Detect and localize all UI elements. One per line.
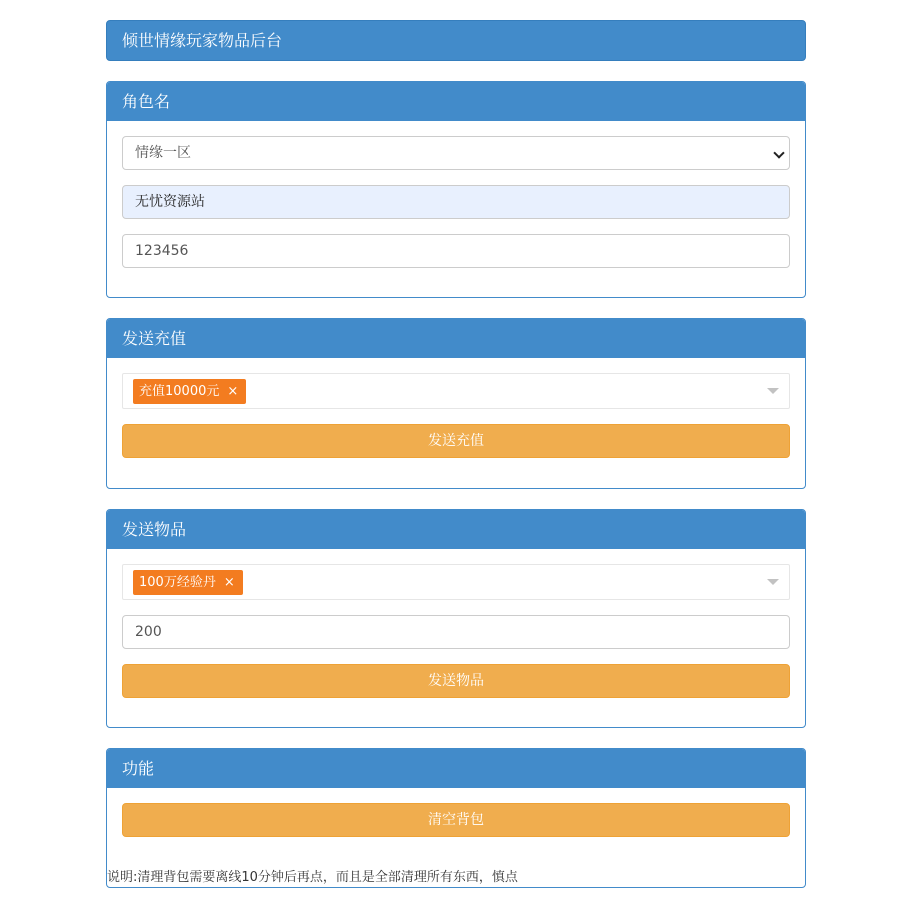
role-panel-title: 角色名 xyxy=(107,82,805,121)
item-selected-tag xyxy=(133,570,243,595)
password-value: 123456 xyxy=(135,243,189,259)
recharge-panel xyxy=(106,318,806,489)
dropdown-caret-icon[interactable] xyxy=(767,579,779,585)
recharge-selected-tag xyxy=(133,379,246,404)
recharge-tag-label: 充值10000元 xyxy=(139,384,220,399)
server-select-value: 情缘一区 xyxy=(135,145,191,161)
remove-tag-icon[interactable]: × xyxy=(227,384,239,399)
function-panel-title: 功能 xyxy=(107,749,805,788)
server-select[interactable] xyxy=(122,136,790,170)
dropdown-caret-icon[interactable] xyxy=(767,388,779,394)
recharge-select[interactable] xyxy=(122,373,790,409)
quantity-input[interactable] xyxy=(122,615,790,649)
function-panel xyxy=(106,748,806,888)
username-value: 无忧资源站 xyxy=(135,194,205,210)
send-item-button[interactable]: 发送物品 xyxy=(122,664,790,698)
username-input[interactable] xyxy=(122,185,790,219)
send-recharge-button[interactable]: 发送充值 xyxy=(122,424,790,458)
clear-bag-button[interactable]: 清空背包 xyxy=(122,803,790,837)
role-panel xyxy=(106,81,806,298)
remove-tag-icon[interactable]: × xyxy=(223,575,235,590)
item-panel xyxy=(106,509,806,728)
recharge-panel-title: 发送充值 xyxy=(107,319,805,358)
item-tag-label: 100万经验丹 xyxy=(139,575,216,590)
item-select[interactable] xyxy=(122,564,790,600)
item-panel-title: 发送物品 xyxy=(107,510,805,549)
quantity-value: 200 xyxy=(135,624,162,640)
password-input[interactable] xyxy=(122,234,790,268)
clear-bag-note: 说明:清理背包需要离线10分钟后再点，而且是全部清理所有东西，慎点 xyxy=(107,870,518,885)
page-title: 倾世情缘玩家物品后台 xyxy=(106,20,806,61)
